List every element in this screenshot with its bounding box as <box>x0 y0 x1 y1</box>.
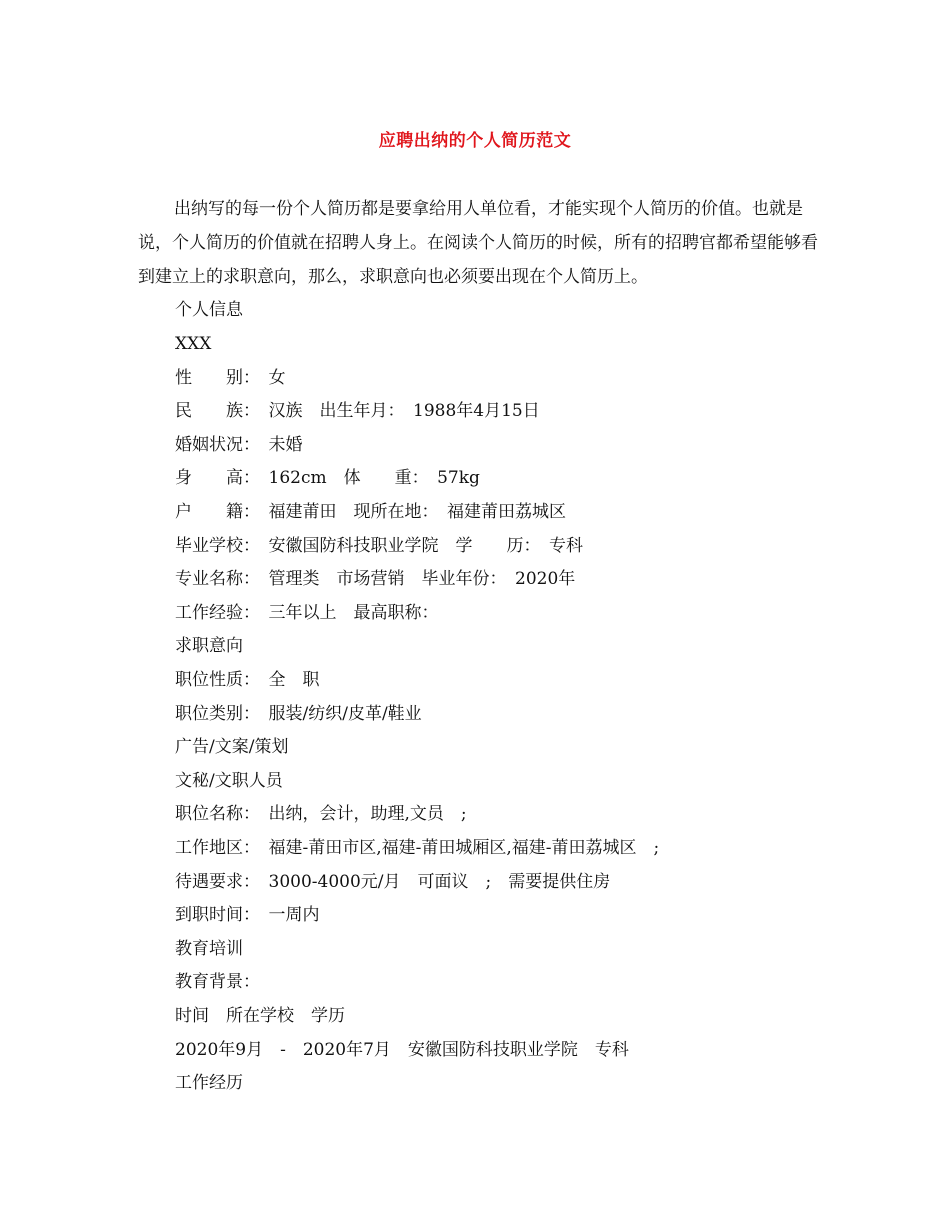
experience-title-line: 工作经验： 三年以上 最高职称： <box>175 603 439 623</box>
job-category-line-3: 文秘/文职人员 <box>175 771 283 791</box>
work-area-line: 工作地区： 福建-莆田市区,福建-莆田城厢区,福建-莆田荔城区 ; <box>175 838 660 858</box>
intro-paragraph: 出纳写的每一份个人简历都是要拿给用人单位看，才能实现个人简历的价值。也就是说，个人简历的价值就在招聘人身上。在阅读个人简历的时候，所有的招聘官都希望能够看到建立上的求职意向，那么，求职意向也必须要出现在个人简历上。 <box>138 199 818 287</box>
job-category-line: 职位类别： 服装/纺织/皮革/鞋业 <box>175 704 422 724</box>
education-background-label: 教育背景： <box>175 972 260 992</box>
salary-line: 待遇要求： 3000-4000元/月 可面议 ; 需要提供住房 <box>175 872 611 892</box>
job-category-line-2: 广告/文案/策划 <box>175 737 289 757</box>
section-heading-work-experience: 工作经历 <box>175 1073 243 1093</box>
height-weight-line: 身 高： 162cm 体 重： 57kg <box>175 468 480 488</box>
ethnicity-birth-line: 民 族： 汉族 出生年月： 1988年4月15日 <box>175 401 540 421</box>
section-heading-education: 教育培训 <box>175 939 243 959</box>
section-heading-job-intention: 求职意向 <box>175 636 243 656</box>
marital-status-line: 婚姻状况： 未婚 <box>175 435 303 455</box>
section-heading-personal-info: 个人信息 <box>175 300 243 320</box>
name-line: XXX <box>175 334 212 354</box>
education-table-header: 时间 所在学校 学历 <box>175 1006 345 1026</box>
job-title-line: 职位名称： 出纳，会计，助理,文员 ; <box>175 804 467 824</box>
start-time-line: 到职时间： 一周内 <box>175 905 320 925</box>
job-nature-line: 职位性质： 全 职 <box>175 670 320 690</box>
gender-line: 性 别： 女 <box>175 368 286 388</box>
major-graduation-line: 专业名称： 管理类 市场营销 毕业年份： 2020年 <box>175 569 576 589</box>
document-title: 应聘出纳的个人简历范文 <box>378 131 572 151</box>
education-row: 2020年9月 - 2020年7月 安徽国防科技职业学院 专科 <box>175 1040 629 1060</box>
household-location-line: 户 籍： 福建莆田 现所在地： 福建莆田荔城区 <box>175 502 566 522</box>
school-degree-line: 毕业学校： 安徽国防科技职业学院 学 历： 专科 <box>175 536 583 556</box>
